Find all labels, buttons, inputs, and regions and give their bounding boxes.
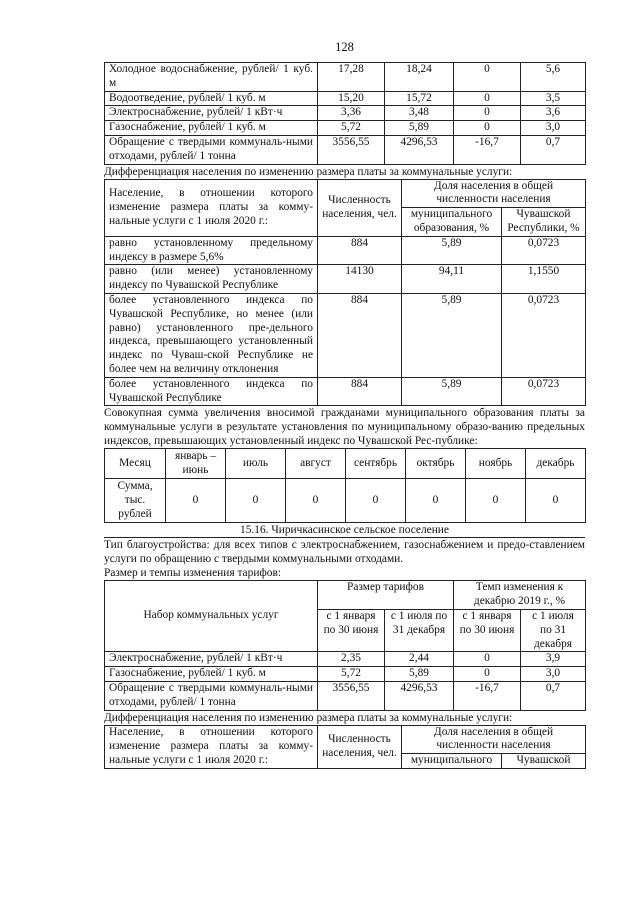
- sum-label: Сумма, тыс. рублей: [105, 479, 166, 523]
- header-service-set: Набор коммунальных услуг: [105, 581, 318, 652]
- month-name: июль: [226, 449, 286, 479]
- table-row: [105, 652, 586, 667]
- header-jan-june-rate: с 1 января по 30 июня: [454, 609, 521, 651]
- month-name: январь – июнь: [166, 449, 226, 479]
- population-count: 884: [318, 293, 402, 377]
- header-count: Численность населения, чел.: [318, 179, 402, 236]
- service-name: Обращение с твердыми коммуналь-ными отходами, рублей/ 1 тонна: [105, 135, 318, 164]
- rate-jan-june: -16,7: [454, 135, 521, 164]
- header-tariff-size: Размер тарифов: [318, 581, 454, 610]
- population-group: более установленного индекса по Чувашской Республике, но менее (или равно) установленного пре-дельного индекса, превышающего установленный индекс по Чуваш-ской Республике не более чем на величину отклонения: [105, 293, 318, 377]
- tariff-jul-dec: 4296,53: [385, 135, 454, 164]
- table-row: [105, 681, 586, 710]
- header-municipal-2: муниципального: [402, 754, 502, 769]
- tariff-jul-dec: 5,89: [385, 121, 454, 136]
- month-sum: 0: [226, 479, 286, 523]
- month-name: август: [286, 449, 346, 479]
- table-row: [105, 667, 586, 682]
- service-name: Электроснабжение, рублей/ 1 кВт·ч: [105, 652, 318, 667]
- header-count-2: Численность населения, чел.: [318, 725, 402, 768]
- service-name: Обращение с твердыми коммуналь-ными отходами, рублей/ 1 тонна: [105, 681, 318, 710]
- population-count: 14130: [318, 265, 402, 294]
- month-name: октябрь: [406, 449, 466, 479]
- share-republic: 0,0723: [502, 236, 586, 265]
- header-jan-june: с 1 января по 30 июня: [318, 609, 385, 651]
- rate-jul-dec: 5,6: [521, 63, 586, 92]
- header-jul-dec-rate: с 1 июля по 31 декабря: [521, 609, 586, 651]
- rate-jan-june: -16,7: [454, 681, 521, 710]
- rate-jul-dec: 3,5: [521, 91, 586, 106]
- population-count: 884: [318, 236, 402, 265]
- share-republic: 0,0723: [502, 293, 586, 377]
- months-table: [104, 448, 586, 523]
- size-paragraph: Размер и темпы изменения тарифов:: [104, 567, 282, 580]
- service-name: Электроснабжение, рублей/ 1 кВт·ч: [105, 106, 318, 121]
- header-share-2: Доля населения в общей численности населения: [402, 725, 586, 754]
- tariff-jul-dec: 18,24: [385, 63, 454, 92]
- header-change-rate: Темп изменения к декабрю 2019 г., %: [454, 581, 586, 610]
- months-header-row: [105, 449, 586, 479]
- share-municipal: 5,89: [402, 293, 502, 377]
- rate-jul-dec: 3,0: [521, 121, 586, 136]
- month-sum: 0: [166, 479, 226, 523]
- tariff-table-2: [104, 580, 586, 710]
- month-sum: 0: [346, 479, 406, 523]
- tariff-jan-june: 3556,55: [318, 681, 385, 710]
- header-republic: Чувашской Республики, %: [502, 208, 586, 237]
- rate-jan-june: 0: [454, 106, 521, 121]
- share-municipal: 94,11: [402, 265, 502, 294]
- population-group: равно (или менее) установленному индексу по Чувашской Республике: [105, 265, 318, 294]
- service-name: Водоотведение, рублей/ 1 куб. м: [105, 91, 318, 106]
- population-count: 884: [318, 377, 402, 406]
- header-municipal: муниципального образования, %: [402, 208, 502, 237]
- tariff-jan-june: 5,72: [318, 121, 385, 136]
- sum-paragraph: Совокупная сумма увеличения вносимой гражданами муниципального образования платы за коммунальные услуги в результате установления по муниципальному образо-ванию предельных индексов, превышающих установленный индекс по Чувашской Рес-публике:: [104, 407, 585, 448]
- month-name: декабрь: [526, 449, 586, 479]
- table-row: [105, 106, 586, 121]
- rate-jul-dec: 3,9: [521, 652, 586, 667]
- header-population-2: Население, в отношении которого изменение размера платы за комму-нальные услуги с 1 июля 2020 г.:: [105, 725, 318, 768]
- header-share: Доля населения в общей численности населения: [402, 179, 586, 208]
- rate-jan-june: 0: [454, 667, 521, 682]
- month-name: сентябрь: [346, 449, 406, 479]
- months-label: Месяц: [105, 449, 166, 479]
- differentiation-title: Дифференциация населения по изменению размера платы за коммунальные услуги:: [104, 165, 513, 178]
- share-municipal: 5,89: [402, 236, 502, 265]
- tariff-jan-june: 17,28: [318, 63, 385, 92]
- rate-jul-dec: 0,7: [521, 135, 586, 164]
- tariff-table-1: [104, 62, 586, 165]
- tariff-jul-dec: 4296,53: [385, 681, 454, 710]
- month-sum: 0: [286, 479, 346, 523]
- rate-jul-dec: 3,0: [521, 667, 586, 682]
- table-row: [105, 91, 586, 106]
- share-municipal: 5,89: [402, 377, 502, 406]
- header-jul-dec: с 1 июля по 31 декабря: [385, 609, 454, 651]
- table-row: [105, 135, 586, 164]
- tariff-jul-dec: 2,44: [385, 652, 454, 667]
- tariff-jan-june: 2,35: [318, 652, 385, 667]
- differentiation-table-1: [104, 179, 586, 407]
- share-republic: 0,0723: [502, 377, 586, 406]
- rate-jan-june: 0: [454, 63, 521, 92]
- service-name: Газоснабжение, рублей/ 1 куб. м: [105, 121, 318, 136]
- rate-jan-june: 0: [454, 652, 521, 667]
- type-paragraph: Тип благоустройства: для всех типов с электроснабжением, газоснабжением и предо-ставлением услуги по обращению с твердыми коммунальными отходами.: [104, 539, 585, 566]
- tariff-jan-june: 15,20: [318, 91, 385, 106]
- tariff-jul-dec: 3,48: [385, 106, 454, 121]
- tariff-jan-june: 5,72: [318, 667, 385, 682]
- header-republic-2: Чувашской: [502, 754, 586, 769]
- table-row: [105, 121, 586, 136]
- share-republic: 1,1550: [502, 265, 586, 294]
- rate-jan-june: 0: [454, 91, 521, 106]
- month-name: ноябрь: [466, 449, 526, 479]
- table-row: [105, 63, 586, 92]
- tariff-jul-dec: 5,89: [385, 667, 454, 682]
- population-group: равно установленному предельному индексу в размере 5,6%: [105, 236, 318, 265]
- tariff-jul-dec: 15,72: [385, 91, 454, 106]
- differentiation-title-2: Дифференциация населения по изменению размера платы за коммунальные услуги:: [104, 711, 513, 724]
- header-population: Население, в отношении которого изменение размера платы за комму-нальные услуги с 1 июля 2020 г.:: [105, 179, 318, 236]
- months-values-row: [105, 479, 586, 523]
- month-sum: 0: [466, 479, 526, 523]
- tariff-jan-june: 3556,55: [318, 135, 385, 164]
- table-row: [105, 265, 586, 294]
- rate-jan-june: 0: [454, 121, 521, 136]
- page-number: 128: [335, 40, 354, 54]
- population-group: более установленного индекса по Чувашской Республике: [105, 377, 318, 406]
- table-row: [105, 293, 586, 377]
- document-page: [104, 0, 585, 769]
- rate-jul-dec: 3,6: [521, 106, 586, 121]
- rate-jul-dec: 0,7: [521, 681, 586, 710]
- tariff-jan-june: 3,36: [318, 106, 385, 121]
- service-name: Холодное водоснабжение, рублей/ 1 куб. м: [105, 63, 318, 92]
- section-title: 15.16. Чиричкасинское сельское поселение: [240, 524, 449, 537]
- service-name: Газоснабжение, рублей/ 1 куб. м: [105, 667, 318, 682]
- table-row: [105, 377, 586, 406]
- month-sum: 0: [526, 479, 586, 523]
- table-row: [105, 236, 586, 265]
- differentiation-table-2: [104, 725, 586, 769]
- month-sum: 0: [406, 479, 466, 523]
